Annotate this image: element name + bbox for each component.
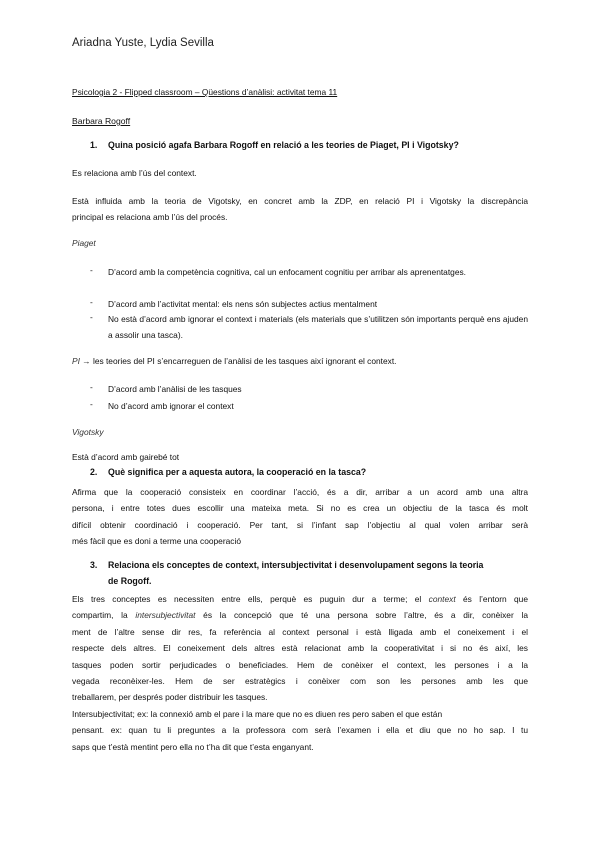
course-title: Psicologia 2 - Flipped classroom – Qüestions d’anàlisi: activitat tema 11 (72, 87, 338, 97)
question-1 (0, 140, 600, 154)
vigotsky-heading: Vigotsky (72, 427, 104, 437)
question-number: 3. (90, 560, 98, 570)
section-title: Barbara Rogoff (72, 116, 131, 126)
pi-text: → les teories del PI s’encarreguen de l’anàlisi de les tasques així ignorant el context. (82, 356, 397, 366)
list-item-text: D’acord amb l’anàlisi de les tasques (108, 384, 242, 394)
question-number: 1. (90, 140, 98, 150)
paragraph-line: Els tres conceptes es necessiten entre ells, perquè es puguin dur a terme; el context és l’entorn que (72, 594, 528, 604)
question-text: Què significa per a aquesta autora, la cooperació en la tasca? (108, 467, 367, 477)
question-text: Relaciona els conceptes de context, intersubjectivitat i desenvolupament segons la teoria de Rogoff. (108, 560, 484, 586)
list-item-text: No està d’acord amb ignorar el context i materials (els materials que s’utilitzen són importants perquè ens ajuden a assolir una tasca). (108, 314, 528, 340)
paragraph-line: principal es relaciona amb l’ús del procés. (72, 212, 228, 223)
bullet-dash: - (90, 382, 93, 392)
paragraph-line: pensant. ex: quan tu li preguntes a la professora com serà l’examen i ella et diu que no ho sap. I tu (72, 725, 528, 736)
list-item (0, 297, 600, 311)
paragraph-line: tasques poden sortir perjudicades o beneficiades. Hem de conèixer el context, les persones i a la (72, 659, 528, 670)
list-item-text: D’acord amb l’activitat mental: els nens són subjectes actius mentalment (108, 299, 378, 309)
paragraph-line: més fàcil que es doni a terme una cooperació (72, 536, 241, 547)
paragraph-line: Està influida amb la teoria de Vigotsky, en concret amb la ZDP, en relació PI i Vigotsky la discrepància (72, 196, 528, 206)
list-item-text: No d’acord amb ignorar el context (108, 401, 234, 411)
paragraph-line: compartim, la intersubjectivitat és la concepció que té una persona sobre l’altre, és a dir, conèixer la (72, 610, 528, 621)
paragraph-line: Intersubjectivitat; ex: la connexió amb el pare i la mare que no es diuen res pero saben el que están (72, 708, 443, 719)
paragraph-line: difícil obtenir coordinació i cooperació. Per tant, si l’infant sap l’objectiu al qual volen arribar serà (72, 519, 528, 530)
q1-answer-paragraph (72, 193, 528, 226)
bullet-dash: - (90, 265, 93, 275)
bullet-dash: - (90, 312, 93, 322)
paragraph-line: vegada reconèixer-les. Hem de ser estratègics i conèixer com son les persones amb les que (72, 675, 528, 686)
list-item (0, 382, 600, 396)
paragraph-line: respecte dels altres. El coneixement dels altres està relacionat amb la cooperativitat i si no és així, les (72, 643, 528, 654)
bullet-dash: - (90, 399, 93, 409)
question-2 (0, 467, 600, 481)
list-item (0, 399, 600, 413)
piaget-heading: Piaget (72, 238, 96, 248)
q2-answer-paragraph (72, 484, 528, 550)
question-3 (0, 560, 600, 592)
bullet-dash: - (90, 297, 93, 307)
paragraph-line: ment de l’altre sense dir res, fa referència al context personal i està lligada amb el coneixement i el (72, 626, 528, 637)
q3-answer-paragraph (72, 591, 528, 755)
question-number: 2. (90, 467, 98, 477)
vigotsky-text: Està d’acord amb gairebé tot (72, 452, 180, 462)
paragraph-line: saps que t’està mentint pero ella no t’ha dit que t’esta enganyant. (72, 741, 314, 752)
pi-label: PI (72, 356, 80, 366)
list-item-text: D’acord amb la competència cognitiva, cal un enfocament cognitiu per arribar als aprenentatges. (108, 267, 466, 277)
paragraph-line: Afirma que la cooperació consisteix en coordinar l’acció, és a dir, arribar a un acord amb una altra (72, 487, 528, 497)
pi-line (72, 356, 397, 366)
paragraph-line: persona, i entre totes dues escollir una mateixa meta. Si no es crea un objectiu de la tasca és molt (72, 503, 528, 514)
q1-answer-intro: Es relaciona amb l’ús del context. (72, 168, 197, 178)
question-text: Quina posició agafa Barbara Rogoff en relació a les teories de Piaget, PI i Vigotsky? (108, 140, 459, 150)
list-item (0, 265, 600, 295)
document-authors: Ariadna Yuste, Lydia Sevilla (72, 37, 214, 49)
paragraph-line: treballarem, per després poder distribuir les tasques. (72, 692, 268, 703)
list-item (0, 312, 600, 342)
